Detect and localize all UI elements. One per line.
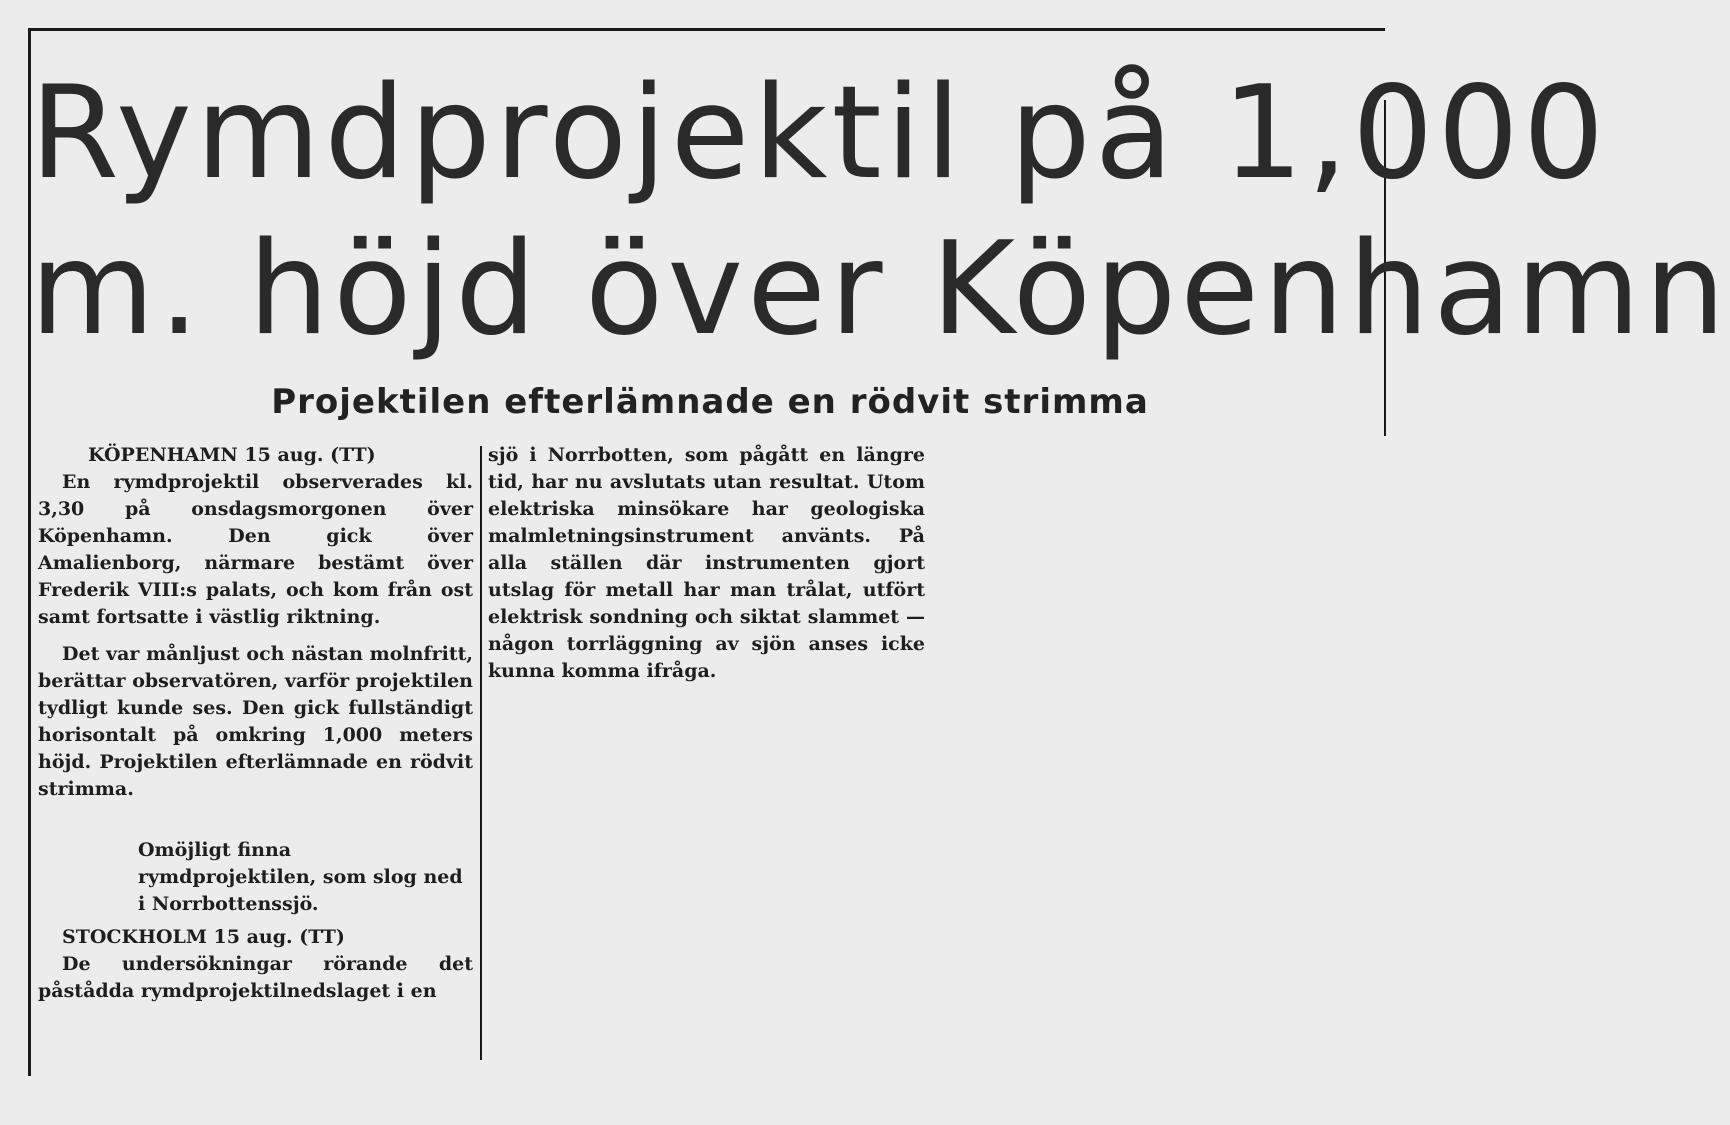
dateline-stockholm: STOCKHOLM 15 aug. (TT) xyxy=(62,926,345,948)
column-2 xyxy=(488,442,925,685)
headline-line-1: Rymdprojektil på 1,000 xyxy=(30,59,1609,208)
column-divider xyxy=(480,446,482,1060)
dateline-copenhagen: KÖPENHAMN 15 aug. (TT) xyxy=(88,444,376,466)
paragraph-1: En rymdprojektil observerades kl. 3,30 på onsdagsmorgonen över Köpenhamn. Den gick över Amalienborg, närmare bestämt över Frederik VIII:s palats, och kom från ost samt fortsatte i västlig riktning. xyxy=(38,471,473,628)
headline xyxy=(30,56,1730,368)
paragraph-2: Det var månljust och nästan molnfritt, berättar observatören, varför projektilen tydligt kunde ses. Den gick fullständigt horisontalt på omkring 1,000 meters höjd. Projektilen efterlämnade en rödvit strimma. xyxy=(38,643,473,800)
subheadline: Projektilen efterlämnade en rödvit strimma xyxy=(271,382,1149,422)
secondary-subheadline: Omöjligt finna rymdprojektilen, som slog ned i Norrbottenssjö. xyxy=(138,839,463,915)
headline-line-2: m. höjd över Köpenhamn xyxy=(30,215,1730,364)
top-rule xyxy=(30,28,1385,31)
paragraph-3-continued: sjö i Norrbotten, som pågått en längre tid, har nu avslutats utan resultat. Utom elektriska minsökare har geologiska malmletningsinstrument använts. På alla ställen där instrumenten gjort utslag för metall har man trålat, utfört elektrisk sondning och siktat slammet — någon torrläggning av sjön anses icke kunna komma ifråga. xyxy=(488,444,925,682)
paragraph-3-start: De undersökningar rörande det påstådda rymdprojektilnedslaget i en xyxy=(38,953,473,1002)
column-1 xyxy=(38,442,473,1005)
